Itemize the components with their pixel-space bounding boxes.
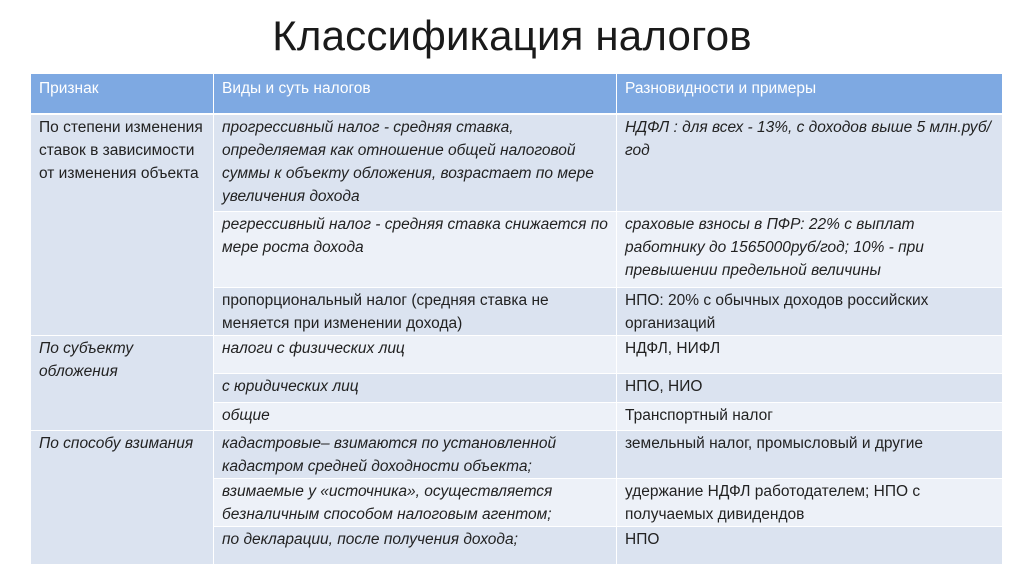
example-cell: НДФЛ, НИФЛ <box>617 335 1003 373</box>
kind-cell: по декларации, после получения дохода; <box>214 526 617 564</box>
table-row <box>31 114 1003 211</box>
example-cell: Транспортный налог <box>617 402 1003 430</box>
example-cell: НДФЛ : для всех - 13%, с доходов выше 5 млн.руб/год <box>617 114 1003 211</box>
example-cell: сраховые взносы в ПФР: 22% с выплат работнику до 1565000руб/год; 10% - при превышении предельной величины <box>617 211 1003 287</box>
example-cell: удержание НДФЛ работодателем; НПО с получаемых дивидендов <box>617 478 1003 526</box>
feature-cell: По степени изменения ставок в зависимости от изменения объекта <box>31 114 214 335</box>
kind-cell: прогрессивный налог - средняя ставка, определяемая как отношение общей налоговой суммы к объекту обложения, возрастает по мере увеличения дохода <box>214 114 617 211</box>
feature-cell: По способу взимания <box>31 430 214 564</box>
kind-cell: кадастровые– взимаются по установленной кадастром средней доходности объекта; <box>214 430 617 478</box>
table-row <box>31 430 1003 478</box>
kind-cell: регрессивный налог - средняя ставка снижается по мере роста дохода <box>214 211 617 287</box>
kind-cell: взимаемые у «источника», осуществляется безналичным способом налоговым агентом; <box>214 478 617 526</box>
kind-cell: пропорциональный налог (средняя ставка не меняется при изменении дохода) <box>214 287 617 335</box>
tax-classification-table <box>30 74 1003 565</box>
example-cell: земельный налог, промысловый и другие <box>617 430 1003 478</box>
header-examples: Разновидности и примеры <box>617 74 1003 114</box>
kind-cell: с юридических лиц <box>214 373 617 402</box>
header-feature: Признак <box>31 74 214 114</box>
kind-cell: налоги с физических лиц <box>214 335 617 373</box>
slide-title: Классификация налогов <box>272 12 752 59</box>
table-header-row <box>31 74 1003 114</box>
example-cell: НПО, НИО <box>617 373 1003 402</box>
feature-cell: По субъекту обложения <box>31 335 214 430</box>
table-row <box>31 335 1003 373</box>
kind-cell: общие <box>214 402 617 430</box>
example-cell: НПО <box>617 526 1003 564</box>
header-kinds: Виды и суть налогов <box>214 74 617 114</box>
example-cell: НПО: 20% с обычных доходов российских организаций <box>617 287 1003 335</box>
